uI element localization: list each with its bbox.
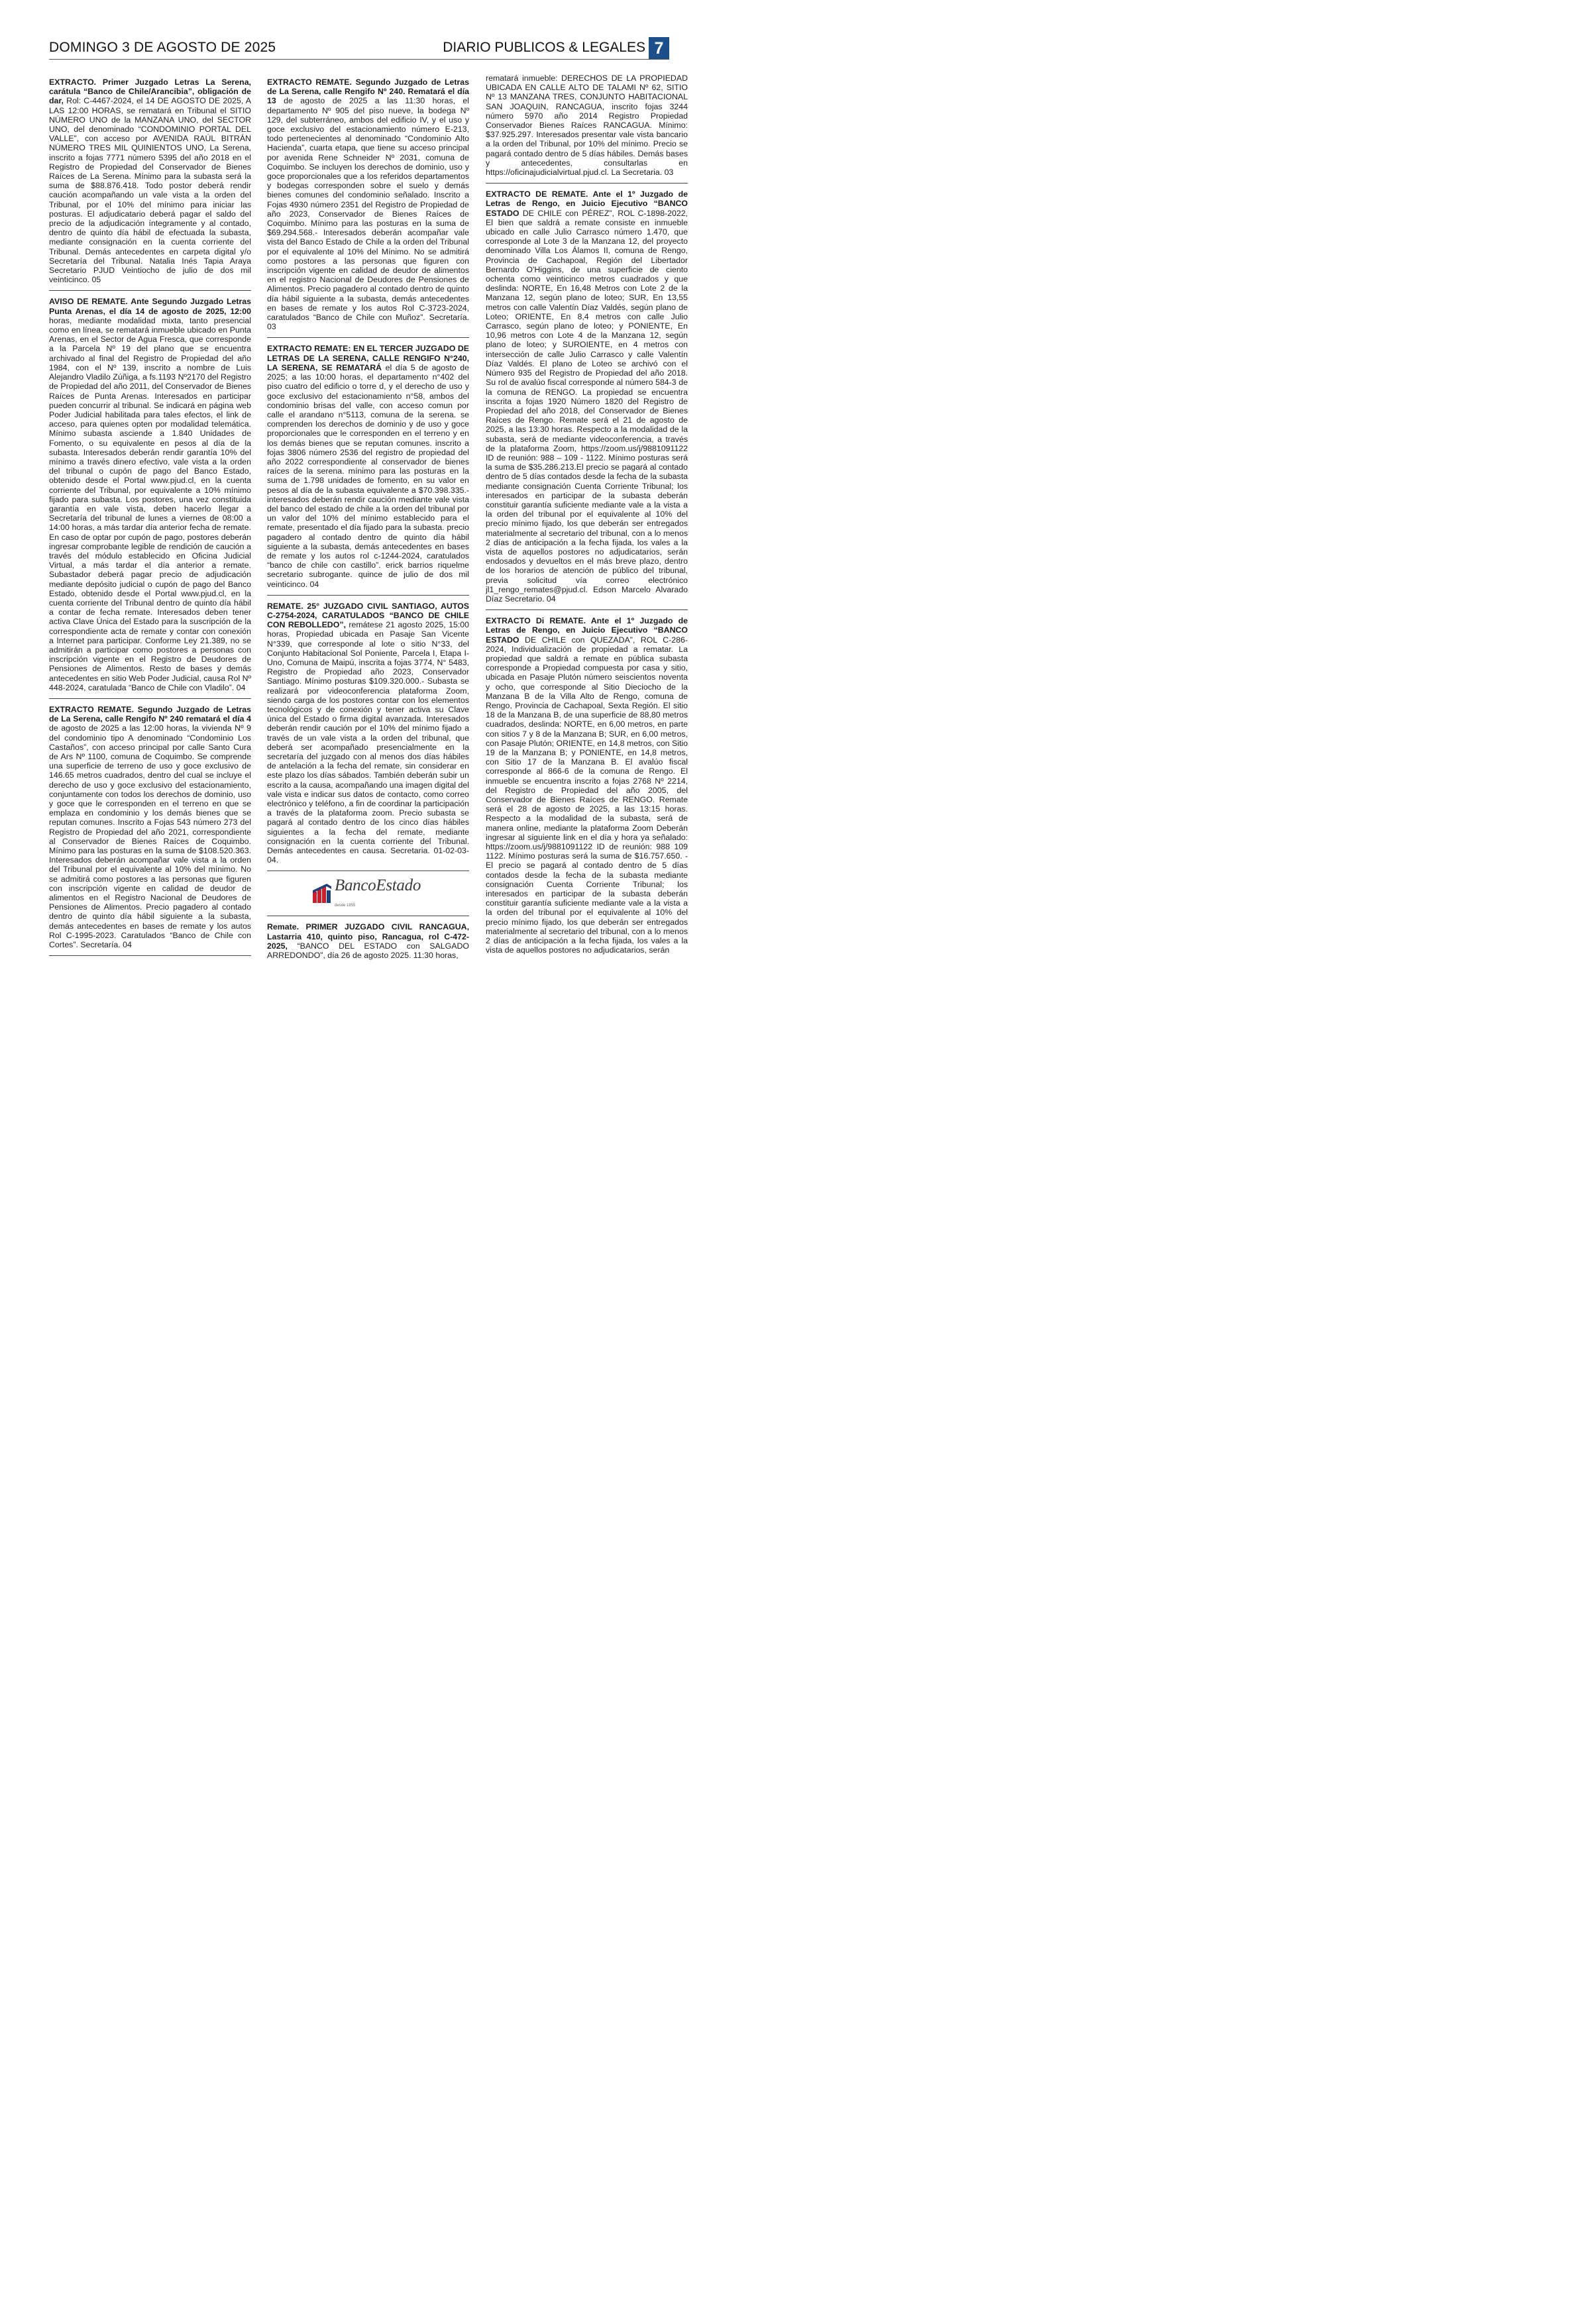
notice-lead: EXTRACTO Di REMATE. Ante el 1º Juzgado de Letras de Rengo, en Juicio Ejecutivo “BANCO ESTADO [486,616,688,645]
legal-notice [267,922,469,960]
bancoestado-logo-tagline: desde 1855 [335,904,356,908]
legal-notice [486,616,688,955]
notice-lead: EXTRACTO DE REMATE. Ante el 1º Juzgado de Letras de Rengo, en Juicio Ejecutivo “BANCO ESTADO [486,189,688,218]
legal-notice [267,602,469,865]
legal-notice [49,297,251,692]
notice-body: rematará inmueble: DERECHOS DE LA PROPIEDAD UBICADA EN CALLE ALTO DE TALAMI Nº 62, SITIO Nº 13 MANZANA TRES, CONJUNTO HABITACIONAL SAN JOAQUIN, RANCAGUA, inscrito fojas 3244 número 5970 año 2014 Registro Propiedad Conservador Bienes Raíces RANCAGUA. Mínimo: $37.925.297. Interesados presentar vale vista bancario a la orden del Tribunal, por 10% del mínimo. Precio se pagará contado dentro de 5 días hábiles. Demás bases y antecedentes, consultarlas en https://oficinajudicialvirtual.pjud.cl. La Secretaria. 03 [486,74,688,178]
column-1 [49,78,251,962]
bancoestado-logo-icon [312,882,332,904]
column-3 [486,74,688,955]
notice-divider [267,337,469,338]
notice-divider [486,609,688,610]
legal-notice [49,705,251,949]
legal-notice [486,189,688,604]
header-paper-name: DIARIO PUBLICOS & LEGALES [443,40,645,55]
notice-body: horas, mediante modalidad mixta, tanto presencial como en línea, se rematará inmueble ubicado en Punta Arenas, en el Sector de Agua Fresca, que corresponde a la Parcela Nº 19 del plano que se encuentra archivado al final del Registro de Propiedad del año 1984, con el Nº 139, inscrito a nombre de Luis Alejandro Vladilo Zúñiga, a fs.1193 Nº2170 del Registro de Propiedad del año 2011, del Conservador de Bienes Raíces de Punta Arenas. Interesados en participar pueden concurrir al tribunal. Se indicará en página web Poder Judicial habilitada para tales efectos, el link de acceso, para quienes opten por modalidad telemática. Mínimo subasta asciende a 1.840 Unidades de Fomento, o su equivalente en pesos al día de la subasta. Interesados deberán rendir garantía 10% del mínimo a través dinero efectivo, vale vista a la orden del tribunal o cupón de pago del Banco Estado, obtenido desde el Portal www.pjud.cl, en la cuenta corriente del Tribunal, por equivalente a 10% mínimo fijado para subasta. Los postores, una vez constituida garantía en vale vista, deben hacerlo llegar a Secretaría del tribunal de lunes a viernes de 08:00 a 14:00 horas, a más tardar día anterior fecha de remate. En caso de optar por cupón de pago, postores deberán ingresar comprobante legible de rendición de caución a través del módulo establecido en Oficina Judicial Virtual, a más tardar el día anterior a remate. Subastador deberá pagar precio de adjudicación mediante depósito judicial o cupón de pago del Banco Estado, obtenido desde el Portal www.pjud.cl, en la cuenta corriente del Tribunal dentro de quinto día hábil a contar de fecha remate. Interesados deben tener activa Clave Única del Estado para la suscripción de la correspondiente acta de remate y contar con conexión a Internet para participar. Conforme Ley 21.389, no se admitirán a participar como postores a personas con inscripción vigente en el Registro de Deudores de Pensiones de Alimentos. Resto de bases y demás antecedentes en sitio Web Poder Judicial, causa Rol Nº 448-2024, caratulada “Banco de Chile con Vladilo”. 04 [49,315,251,692]
notice-body: DE CHILE con QUEZADA”, ROL C-286-2024, Individualización de propiedad a rematar. La propiedad que saldrá a remate en pública subasta corresponde a Propiedad compuesta por casa y sitio, ubicada en Pasaje Plutón número seiscientos noventa y ocho, que corresponde al Sitio Dieciocho de la Manzana B de la Villa Alto de Rengo, comuna de Rengo, Provincia de Cachapoal, Sexta Región. El sitio 18 de la Manzana B, de una superficie de 88,80 metros cuadrados, deslinda: NORTE, en 6,00 metros, en parte con sitios 7 y 8 de la Manzana B; SUR, en 6,00 metros, con Pasaje Plutón; ORIENTE, en 14,8 metros, con Sitio 19 de la Manzana B; y PONIENTE, en 14,8 metros, con Sitio 17 de la Manzana B. El avalúo fiscal corresponde al 866-6 de la comuna de Rengo. El inmueble se encuentra inscrito a fojas 2768 Nº 2214, del Registro de Propiedad del año 2005, del Conservador de Bienes Raíces de RENGO. Remate será el 28 de agosto de 2025, a las 13:15 horas. Respecto a la modalidad de la subasta, será de manera online, mediante la plataforma Zoom Deberán ingresar al siguiente link en el día y hora ya señalado: https://zoom.us/j/9881091122 ID de reunión: 988 109 1122. Mínimo posturas será la suma de $16.757.650. - El precio se pagará al contado dentro de 5 días contados desde la fecha de la subasta mediante consignación Cuenta Corriente Tribunal; los interesados en participar de la subasta deberán constituir garantía suficiente mediante vale a la vista a la orden del tribunal por el equivalente al 10% del precio mínimo fijado, los que deberán ser entregados materialmente al secretario del tribunal, con a lo menos 2 días de anticipación a la fecha fijada, los vales a la vista de aquellos postores no adjudicatarios, serán [486,635,688,955]
notice-body: de agosto de 2025 a las 11:30 horas, el departamento Nº 905 del piso nueve, la bodega Nº 129, del subterráneo, ambos del edificio IV, y el uso y goce exclusivo del estacionamiento número E-213, todo pertenecientes al denominado “Condominio Alto Hacienda”, cuarta etapa, que tiene su acceso principal por avenida Rene Schneider Nº 2031, comuna de Coquimbo. Se incluyen los derechos de dominio, uso y goce proporcionales que a los referidos departamentos y bodegas corresponden sobre el suelo y demás bienes comunes del condominio señalado. Inscrito a Fojas 4930 número 2351 del Registro de Propiedad de año 2023, Conservador de Bienes Raíces de Coquimbo. Mínimo para las posturas en la suma de $69.294.568.- Interesados deberán acompañar vale vista del Banco Estado de Chile a la orden del Tribunal por el equivalente al 10% del Mínimo. No se admitirá como postores a las personas que figuren con inscripción vigente en calidad de deudor de alimentos en el registro Nacional de Deudores de Pensiones de Alimentos. Precio pagadero al contado dentro de quinto día hábil siguiente a la subasta, demás antecedentes en bases de remate y los autos Rol C-3723-2024, caratulados “Banco de Chile con Muñoz”. Secretaría. 03 [267,96,469,332]
header-date: DOMINGO 3 DE AGOSTO DE 2025 [49,40,276,55]
legal-notice [486,74,688,177]
notice-lead: Remate. PRIMER JUZGADO CIVIL RANCAGUA, Lastarria 410, quinto piso, Rancagua, rol C-472-2025, [267,922,469,951]
notice-lead: AVISO DE REMATE. Ante Segundo Juzgado Letras Punta Arenas, el día 14 de agosto de 2025, 12:00 [49,297,251,316]
page-header [49,38,669,58]
notice-lead: EXTRACTO REMATE: EN EL TERCER JUZGADO DE LETRAS DE LA SERENA, CALLE RENGIFO N°240, LA SERENA, SE REMATARÁ [267,344,469,372]
bancoestado-logo [267,877,469,913]
notice-divider [49,955,251,956]
notice-divider [49,698,251,699]
legal-notice [267,78,469,331]
notice-lead: EXTRACTO REMATE. Segundo Juzgado de Letras de La Serena, calle Rengifo Nº 240 rematará el día 4 [49,705,251,724]
notice-body: remátese 21 agosto 2025, 15:00 horas, Propiedad ubicada en Pasaje San Vicente N°339, que corresponde al lote o sitio N°33, del Conjunto Habitacional Sol Poniente, Parcela I, Etapa I-Uno, Comuna de Maipú, inscrita a fojas 3774, N° 5483, Registro de Propiedad año 2023, Conservador Santiago. Mínimo posturas $109.320.000.- Subasta se realizará por videoconferencia plataforma Zoom, siendo carga de los postores contar con los elementos tecnológicos y de conexión y tener activa su Clave única del Estado o firma digital avanzada. Interesados deberán rendir caución por el 10% del mínimo fijado a través de un vale vista a la orden del tribunal, que deberá ser acompañado presencialmente en la secretaría del juzgado con al menos dos días hábiles de antelación a la fecha del remate, sin considerar en este plazo los días sábados. También deberán subir un escrito a la causa, acompañando una imagen digital del vale vista e indicar sus datos de contacto, como correo electrónico y teléfono, a fin de coordinar la participación a través de la plataforma zoom. Precio subasta se pagará al contado dentro de los cinco días hábiles siguientes a la fecha del remate, mediante consignación en la cuenta corriente del Tribunal. Demás antecedentes en causa. Secretaria. 01-02-03-04. [267,620,469,865]
legal-notice [267,344,469,588]
notice-divider [267,595,469,596]
page-number-badge: 7 [649,37,669,60]
notice-body: “BANCO DEL ESTADO con SALGADO ARREDONDO”, día 26 de agosto 2025. 11:30 horas, [267,941,469,961]
newspaper-page [0,0,720,1057]
bancoestado-logo-wordmark: BancoEstado [335,876,421,895]
column-2 [267,78,469,960]
notice-body: DE CHILE con PÉREZ”, ROL C-1898-2022, El bien que saldrá a remate consiste en inmueble ubicado en calle Julio Carrasco número 1.470, que corresponde al Lote 3 de la Manzana 12, del proyecto denominado Villa Los Álamos II, comuna de Rengo, Provincia de Cachapoal, Región del Libertador Bernardo O'Higgins, de una superficie de ciento ochenta como veinticinco metros cuadrados y que deslinda: NORTE, En 16,48 Metros con Lote 2 de la Manzana 12, según plano de loteo; SUR, En 13,55 metros con calle Valentín Díaz Valdés, según plano de Loteo; ORIENTE, En 8,4 metros con calle Julio Carrasco, según plano de loteo; y PONIENTE, En 10,96 metros con Lote 4 de la Manzana 12, según plano de loteo; y SUROIENTE, en 4 metros con intersección de calle Julio Carrasco y calle Valentín Díaz Valdés. El plano de Loteo se archivó con el Número 935 del Registro de Propiedad del año 2018. Su rol de avalúo fiscal corresponde al número 584-3 de la comuna de RENGO. La propiedad se encuentra inscrita a fojas 1920 Número 1820 del Registro de Propiedad del año 2018, del Conservador de Bienes Raíces de Rengo. Remate será el 21 de agosto de 2025, a las 13:30 horas. Respecto a la modalidad de la subasta, será de mediante videoconferencia, a través de la plataforma Zoom, https://zoom.us/j/9881091122 ID de reunión: 988 – 109 - 1122. Mínimo posturas será la suma de $35.286.213.El precio se pagará al contado dentro de 5 días contados desde la fecha de la subasta mediante consignación Cuenta Corriente Tribunal; los interesados en participar de la subasta deberán constituir garantía suficiente mediante vale a la vista a la orden del tribunal por el equivalente al 10% del precio mínimo fijado, los que deberán ser entregados materialmente al secretario del tribunal, con a lo menos 2 días de anticipación a la fecha fijada, los vales a la vista de aquellos postores no adjudicatarios, serán endosados y devueltos en el más breve plazo, dentro de los horarios de atención de público del tribunal, previa solicitud vía correo electrónico jl1_rengo_remates@pjud.cl. Edson Marcelo Alvarado Díaz Secretario. 04 [486,208,688,604]
notice-lead: EXTRACTO REMATE. Segundo Juzgado de Letras de La Serena, calle Rengifo Nº 240. Rematará el día 13 [267,78,469,106]
notice-divider [486,183,688,184]
notice-divider [49,290,251,291]
legal-notice [49,78,251,284]
notice-body: de agosto de 2025 a las 12:00 horas, la vivienda Nº 9 del condominio tipo A denominado “Condominio Los Castaños”, con acceso principal por calle Santo Cura de Ars Nº 1100, comuna de Coquimbo. Se comprende una superficie de terreno de uso y goce exclusivo de 146.65 metros cuadrados, dentro del cual se incluye el derecho de uso y goce exclusivo del estacionamiento, conjuntamente con todos los derechos de dominio, uso y goce que le corresponden en el terreno en que se emplaza en condominio y los demás bienes que se reputan comunes. Inscrito a Fojas 543 número 273 del Registro de Propiedad del año 2021, correspondiente al Conservador de Bienes Raíces de Coquimbo. Mínimo para las posturas en la suma de $108.520.363. Interesados deberán acompañar vale vista a la orden del Tribunal por el equivalente al 10% del mínimo. No se admitirá como postores a las personas que figuren con inscripción vigente en calidad de deudor de alimentos en el Registro Nacional de Deudores de Pensiones de Alimentos. Precio pagadero al contado dentro de quinto día hábil siguiente a la subasta, demás antecedentes en bases de remate y los autos Rol C-1995-2023. Caratulados “Banco de Chile con Cortes”. Secretaría. 04 [49,723,251,950]
notice-body: el día 5 de agosto de 2025; a las 10:00 horas, el departamento n°402 del piso cuatro del edificio o torre d, y el derecho de uso y goce exclusivo del estacionamiento n°58, ambos del condominio brisas del valle, con acceso comun por calle el arandano n°5113, comuna de la serena. se comprenden los derechos de dominio y de uso y goce proporcionales que le corresponden en el terreno y en los demás bienes que se reputan comunes. inscrito a fojas 3806 número 2536 del registro de propiedad del año 2022 correspondiente al conservador de bienes raíces de la serena. mínimo para las posturas en la suma de 1.798 unidades de fomento, en su valor en pesos al día de la subasta equivalente a $70.398.335.- interesados deberán rendir caución mediante vale vista del banco del estado de chile a la orden del tribunal por un valor del 10% del mínimo establecido para el remate, presentado el día fijado para la subasta. precio pagadero al contado dentro de quinto día hábil siguiente a la subasta, demás antecedentes en bases de remate y los autos rol c-1244-2024, caratulados “banco de chile con castillo”. erick barrios riquelme secretario subrogante. quince de julio de dos mil veinticinco. 04 [267,362,469,589]
notice-lead: REMATE. 25° JUZGADO CIVIL SANTIAGO, AUTOS C-2754-2024, CARATULADOS “BANCO DE CHILE CON REBOLLEDO”, [267,601,469,630]
notice-body: Rol: C-4467-2024, el 14 DE AGOSTO DE 2025, A LAS 12:00 HORAS, se rematará en Tribunal el SITIO NÚMERO UNO de la MANZANA UNO, del SECTOR UNO, del denominado “CONDOMINIO PORTAL DEL VALLE”, con acceso por AVENIDA RAÚL BITRÁN NÚMERO TRES MIL QUINIENTOS UNO, La Serena, inscrito a fojas 7771 número 5395 del año 2018 en el Registro de Propiedad del Conservador de Bienes Raíces de La Serena. Mínimo para la subasta será la suma de $88.876.418. Todo postor deberá rendir caución acompañando un vale vista a la orden del Tribunal, por el 10% del mínimo para iniciar las posturas. El adjudicatario deberá pagar el saldo del precio de la adjudicación íntegramente y al contado, dentro de quinto día hábil de efectuada la subasta, mediante consignación en la cuenta corriente del Tribunal. Demás antecedentes en carpeta digital y/o Secretaría del Tribunal. Natalia Inés Tapia Araya Secretario PJUD Veintiocho de julio de dos mil veinticinco. 05 [49,96,251,285]
notice-lead: EXTRACTO. Primer Juzgado Letras La Serena, carátula “Banco de Chile/Arancibia”, obligación de dar, [49,78,251,106]
header-divider [49,59,669,60]
